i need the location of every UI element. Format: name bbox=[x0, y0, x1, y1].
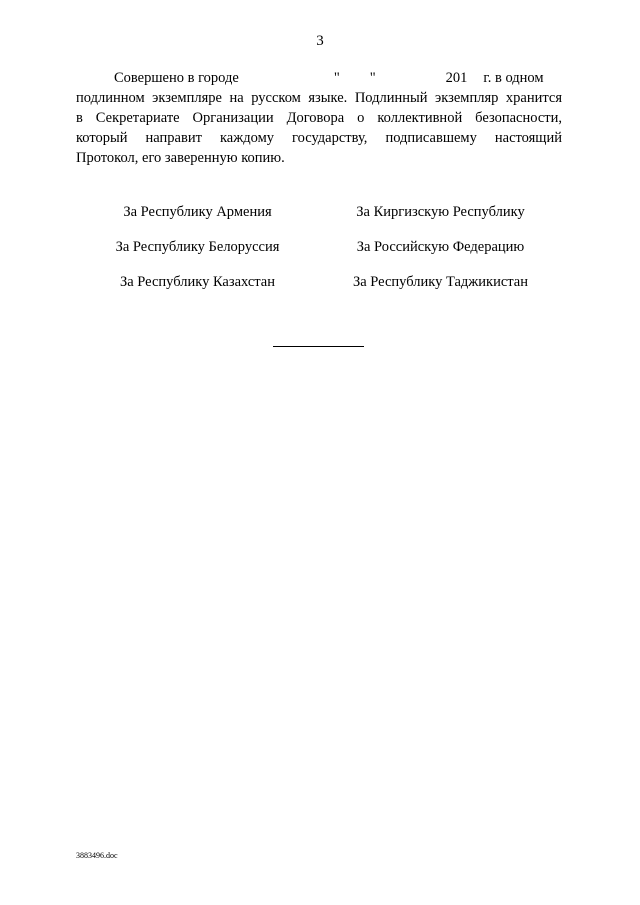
word: языке. bbox=[308, 90, 348, 106]
word: безопасности, bbox=[475, 110, 562, 126]
word: который bbox=[76, 130, 128, 146]
word: направит bbox=[145, 130, 202, 146]
word: Секретариате bbox=[95, 110, 180, 126]
signature-kazakhstan: За Республику Казахстан bbox=[119, 274, 276, 290]
paragraph-line-4 bbox=[76, 128, 562, 148]
closing-paragraph bbox=[76, 68, 562, 168]
page-number: 3 bbox=[316, 33, 324, 49]
date-quote-close: " bbox=[369, 70, 376, 86]
word: русском bbox=[251, 90, 301, 106]
signature-row bbox=[76, 274, 562, 309]
signature-tajikistan: За Республику Таджикистан bbox=[352, 274, 528, 290]
word: подлинном bbox=[76, 90, 145, 106]
word: на bbox=[229, 90, 244, 106]
word: о bbox=[357, 110, 365, 126]
word: коллективной bbox=[377, 110, 463, 126]
year-prefix: 201 bbox=[445, 70, 468, 86]
signature-belarus: За Республику Белоруссия bbox=[115, 239, 280, 255]
word: в bbox=[76, 110, 83, 126]
paragraph-line-3 bbox=[76, 108, 562, 128]
word: государству, bbox=[292, 130, 368, 146]
word: экземпляре bbox=[152, 90, 222, 106]
signature-block bbox=[76, 204, 562, 309]
paragraph-line-5 bbox=[76, 148, 562, 168]
text-in-one: г. в одном bbox=[483, 70, 544, 86]
word: подписавшему bbox=[385, 130, 477, 146]
text-protocol-copy: Протокол, его заверенную копию. bbox=[76, 150, 285, 166]
paragraph-line-1 bbox=[76, 68, 562, 88]
date-quote-open: " bbox=[333, 70, 340, 86]
signature-russia: За Российскую Федерацию bbox=[356, 239, 525, 255]
word: хранится bbox=[505, 90, 562, 106]
end-divider-line bbox=[273, 346, 364, 347]
word: Подлинный bbox=[354, 90, 428, 106]
word: Договора bbox=[286, 110, 345, 126]
signature-armenia: За Республику Армения bbox=[123, 204, 272, 220]
word: экземпляр bbox=[435, 90, 499, 106]
document-file-id: 3883496.doc bbox=[76, 851, 118, 860]
word: Организации bbox=[192, 110, 274, 126]
signature-row bbox=[76, 204, 562, 239]
signature-kyrgyzstan: За Киргизскую Республику bbox=[356, 204, 525, 220]
signature-row bbox=[76, 239, 562, 274]
text-completed-in-city: Совершено в городе bbox=[114, 70, 239, 86]
word: настоящий bbox=[494, 130, 562, 146]
word: каждому bbox=[219, 130, 275, 146]
paragraph-line-2 bbox=[76, 88, 562, 108]
